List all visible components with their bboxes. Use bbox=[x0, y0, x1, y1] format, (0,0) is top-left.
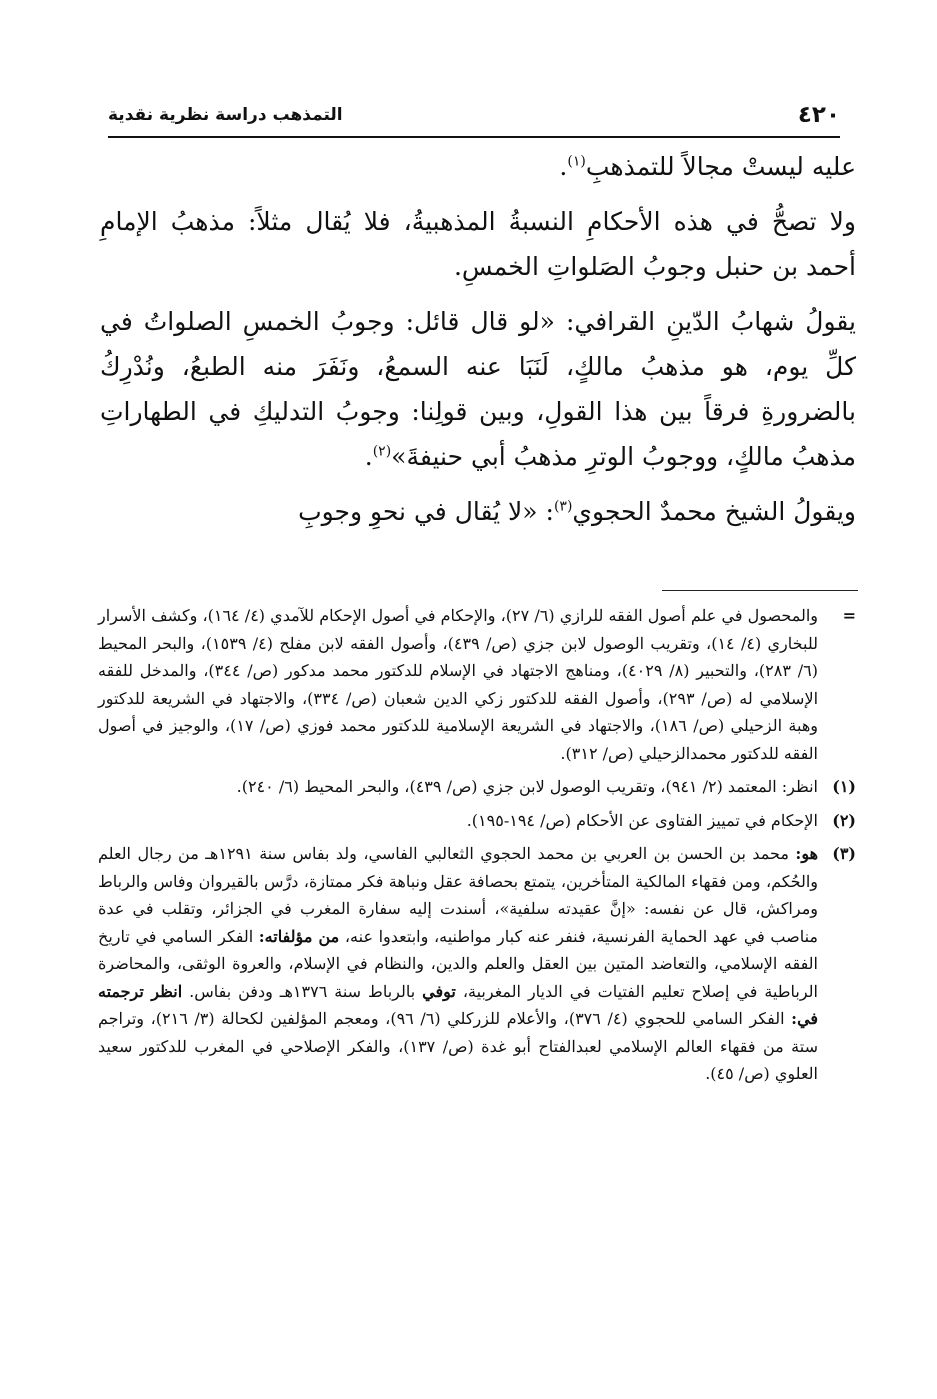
footnote-ref-1: (١) bbox=[567, 153, 586, 170]
paragraph-1 bbox=[100, 144, 856, 189]
main-text bbox=[100, 144, 856, 544]
footnote-text: انظر: المعتمد (٢/ ٩٤١)، وتقريب الوصول لابن جزي (ص/ ٤٣٩)، والبحر المحيط (٦/ ٢٤٠). bbox=[236, 777, 818, 796]
footnote-3 bbox=[98, 840, 862, 1088]
paragraph-3-text: يقولُ شهابُ الدّينِ القرافي: «لو قال قائل: وجوبُ الخمسِ الصلواتُ في كلِّ يوم، هو مذهبُ مالكٍ، لَنَبَا عنه السمعُ، ونَفَرَ منه الطبعُ، ونُدْرِكُ بالضرورةِ فرقاً بين هذا القولِ، وبين قولِنا: وجوبُ التدليكِ في الطهاراتِ مذهبُ مالكٍ، ووجوبُ الوترِ مذهبُ أبي حنيفةَ» bbox=[100, 307, 856, 471]
paragraph-3-end: . bbox=[364, 442, 373, 471]
footnote-separator bbox=[662, 590, 858, 591]
footnote-text-d: الفكر السامي للحجوي (٤/ ٣٧٦)، والأعلام للزركلي (٦/ ٩٦)، ومعجم المؤلفين لكحالة (٣/ ٢١٦)، وتراجم ستة من فقهاء العالم الإسلامي لعبدالفتاح أبو غدة (ص/ ١٣٧)، والفكر الإصلاحي في المغرب للدكتور سعيد العلوي (ص/ ٤٥). bbox=[98, 1009, 818, 1083]
paragraph-3 bbox=[100, 299, 856, 479]
footnote-text: والمحصول في علم أصول الفقه للرازي (٦/ ٢٧)، والإحكام في أصول الإحكام للآمدي (٤/ ١٦٤)، وكشف الأسرار للبخاري (٤/ ١٤)، وتقريب الوصول لابن جزي (ص/ ٤٣٩)، وأصول الفقه لابن مفلح (٤/ ١٥٣٩)، والبحر المحيط (٦/ ٢٨٣)، والتحبير (٨/ ٤٠٢٩)، ومناهج الاجتهاد في الإسلام للدكتور محمد مدكور (ص/ ٣٤٤)، والمدخل للفقه الإسلامي له (ص/ ٢٩٣)، وأصول الفقه للدكتور زكي الدين شعبان (ص/ ٣٣٤)، والاجتهاد في الشريعة للدكتور وهبة الزحيلي (ص/ ١٨٦)، والاجتهاد في الشريعة الإسلامية للدكتور محمد فوزي (ص/ ١٧)، والوجيز في أصول الفقه للدكتور محمدالزحيلي (ص/ ٣١٢). bbox=[98, 606, 819, 763]
paragraph-4-text: ويقولُ الشيخ محمدٌ الحجوي bbox=[572, 497, 856, 526]
running-title: التمذهب دراسة نظرية نقدية bbox=[108, 105, 343, 125]
footnote-marker: (٣) bbox=[832, 844, 856, 863]
header-rule bbox=[108, 136, 840, 138]
footnotes bbox=[98, 602, 862, 1094]
footnote-text: الإحكام في تمييز الفتاوى عن الأحكام (ص/ ١٩٤-١٩٥). bbox=[466, 810, 818, 830]
footnote-text-b: الفكر السامي في تاريخ الفقه الإسلامي، والتعاضد المتين بين العقل والعلم والدين، والنظام في الإسلام، والعروة الوثقى، والمحاضرة الرباطية في إصلاح تعليم الفتيات في الديار المغربية، bbox=[98, 926, 819, 1001]
footnote-continued bbox=[98, 602, 862, 767]
footnote-label-death: توفي bbox=[422, 981, 456, 1001]
footnote-marker: (١) bbox=[832, 777, 856, 796]
paragraph-4 bbox=[100, 489, 856, 534]
footnote-2 bbox=[98, 807, 862, 835]
footnote-lead: هو: bbox=[795, 844, 819, 863]
footnote-1 bbox=[98, 773, 862, 801]
paragraph-2: ولا تصحُّ في هذه الأحكامِ النسبةُ المذهبيةُ، فلا يُقال مثلاً: مذهبُ الإمامِ أحمد بن حنبل وجوبُ الصَلواتِ الخمسِ. bbox=[100, 207, 856, 281]
page-header bbox=[108, 100, 840, 134]
footnote-marker: = bbox=[842, 606, 856, 625]
footnote-marker: (٢) bbox=[832, 810, 856, 830]
paragraph-1-text: عليه ليستْ مجالاً للتمذهبِ bbox=[585, 152, 856, 181]
footnote-text-a: محمد بن الحسن بن العربي بن محمد الحجوي الثعالبي الفاسي، ولد بفاس سنة ١٢٩١هـ من رجال العلم والحُكم، ومن فقهاء المالكية المتأخرين، يتمتع بحصافة عقل ونباهة فكر ممتازة، درَّس بالقيروان وفاس والرباط ومراكش، قال عن نفسه: «إنَّ عقيدته سلفية»، أسندت إليه سفارة المغرب في الجزائر، وتقلب في عدة مناصب في عهد الحماية الفرنسية، فنفر عنه كبار مواطنيه، وابتعدوا عنه، bbox=[98, 844, 819, 946]
paragraph-4-after: : «لا يُقال في نحوِ وجوبِ bbox=[298, 497, 554, 526]
footnote-label-works: من مؤلفاته: bbox=[258, 926, 340, 946]
footnote-text-c: بالرباط سنة ١٣٧٦هـ ودفن بفاس. bbox=[182, 981, 423, 1001]
footnote-label-bio: انظر ترجمته في: bbox=[98, 981, 819, 1028]
page-number: ٤٢٠ bbox=[797, 102, 840, 128]
footnote-ref-2: (٢) bbox=[372, 443, 392, 460]
footnote-ref-3: (٣) bbox=[553, 498, 573, 515]
paragraph-1-end: . bbox=[559, 152, 568, 181]
